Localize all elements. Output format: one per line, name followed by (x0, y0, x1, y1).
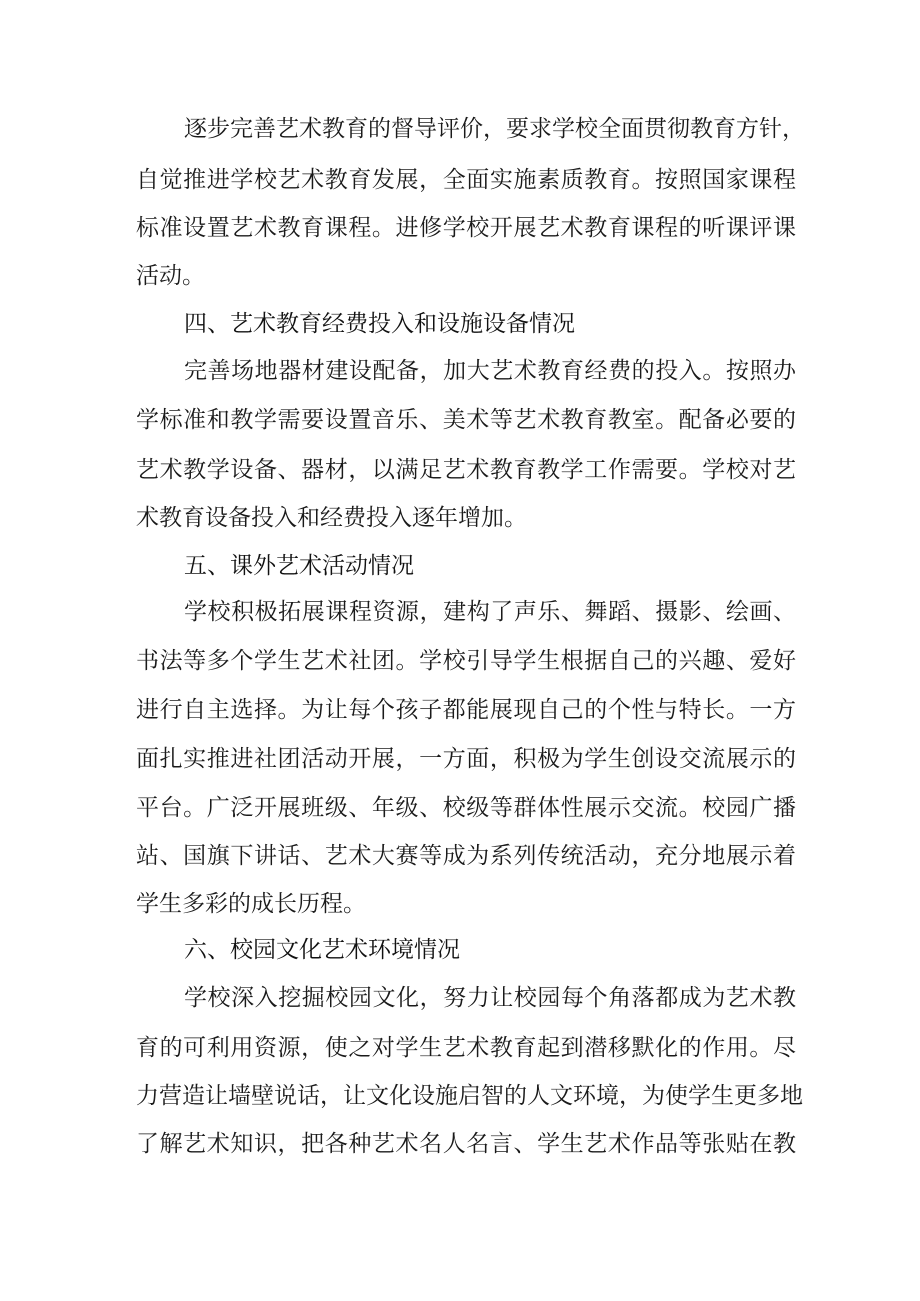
paragraph-3-line-4: 面扎实推进社团活动开展，一方面，积极为学生创设交流展示的 (136, 746, 796, 772)
paragraph-1-line-3: 标准设置艺术教育课程。进修学校开展艺术教育课程的听课评课 (136, 215, 796, 241)
paragraph-3-line-2: 书法等多个学生艺术社团。学校引导学生根据自己的兴趣、爱好 (136, 648, 796, 674)
paragraph-3-line-3: 进行自主选择。为让每个孩子都能展现自己的个性与特长。一方 (136, 697, 796, 723)
section-heading-6: 六、校园文化艺术环境情况 (184, 937, 460, 963)
paragraph-2-line-3: 艺术教学设备、器材，以满足艺术教育教学工作需要。学校对艺 (136, 457, 796, 483)
section-heading-4: 四、艺术教育经费投入和设施设备情况 (184, 311, 575, 337)
paragraph-2-line-1: 完善场地器材建设配备，加大艺术教育经费的投入。按照办 (184, 358, 796, 384)
paragraph-3-line-1: 学校积极拓展课程资源，建构了声乐、舞蹈、摄影、绘画、 (184, 599, 796, 625)
paragraph-1-line-4: 活动。 (136, 263, 205, 289)
paragraph-4-line-4: 了解艺术知识，把各种艺术名人名言、学生艺术作品等张贴在教 (136, 1131, 796, 1157)
paragraph-4-line-1: 学校深入挖掘校园文化，努力让校园每个角落都成为艺术教 (184, 985, 796, 1011)
paragraph-2-line-4: 术教育设备投入和经费投入逐年增加。 (136, 505, 527, 531)
paragraph-3-line-6: 站、国旗下讲话、艺术大赛等成为系列传统活动，充分地展示着 (136, 843, 796, 869)
paragraph-1-line-2: 自觉推进学校艺术教育发展，全面实施素质教育。按照国家课程 (136, 167, 796, 193)
paragraph-3-line-5: 平台。广泛开展班级、年级、校级等群体性展示交流。校园广播 (136, 795, 796, 821)
paragraph-3-line-7: 学生多彩的成长历程。 (136, 891, 366, 917)
paragraph-1-line-1: 逐步完善艺术教育的督导评价，要求学校全面贯彻教育方针， (184, 116, 805, 142)
paragraph-2-line-2: 学标准和教学需要设置音乐、美术等艺术教育教室。配备必要的 (136, 407, 796, 433)
paragraph-4-line-3: 力营造让墙壁说话，让文化设施启智的人文环境，为使学生更多地 (136, 1083, 803, 1109)
section-heading-5: 五、课外艺术活动情况 (184, 553, 414, 579)
paragraph-4-line-2: 育的可利用资源，使之对学生艺术教育起到潜移默化的作用。尽 (136, 1035, 796, 1061)
